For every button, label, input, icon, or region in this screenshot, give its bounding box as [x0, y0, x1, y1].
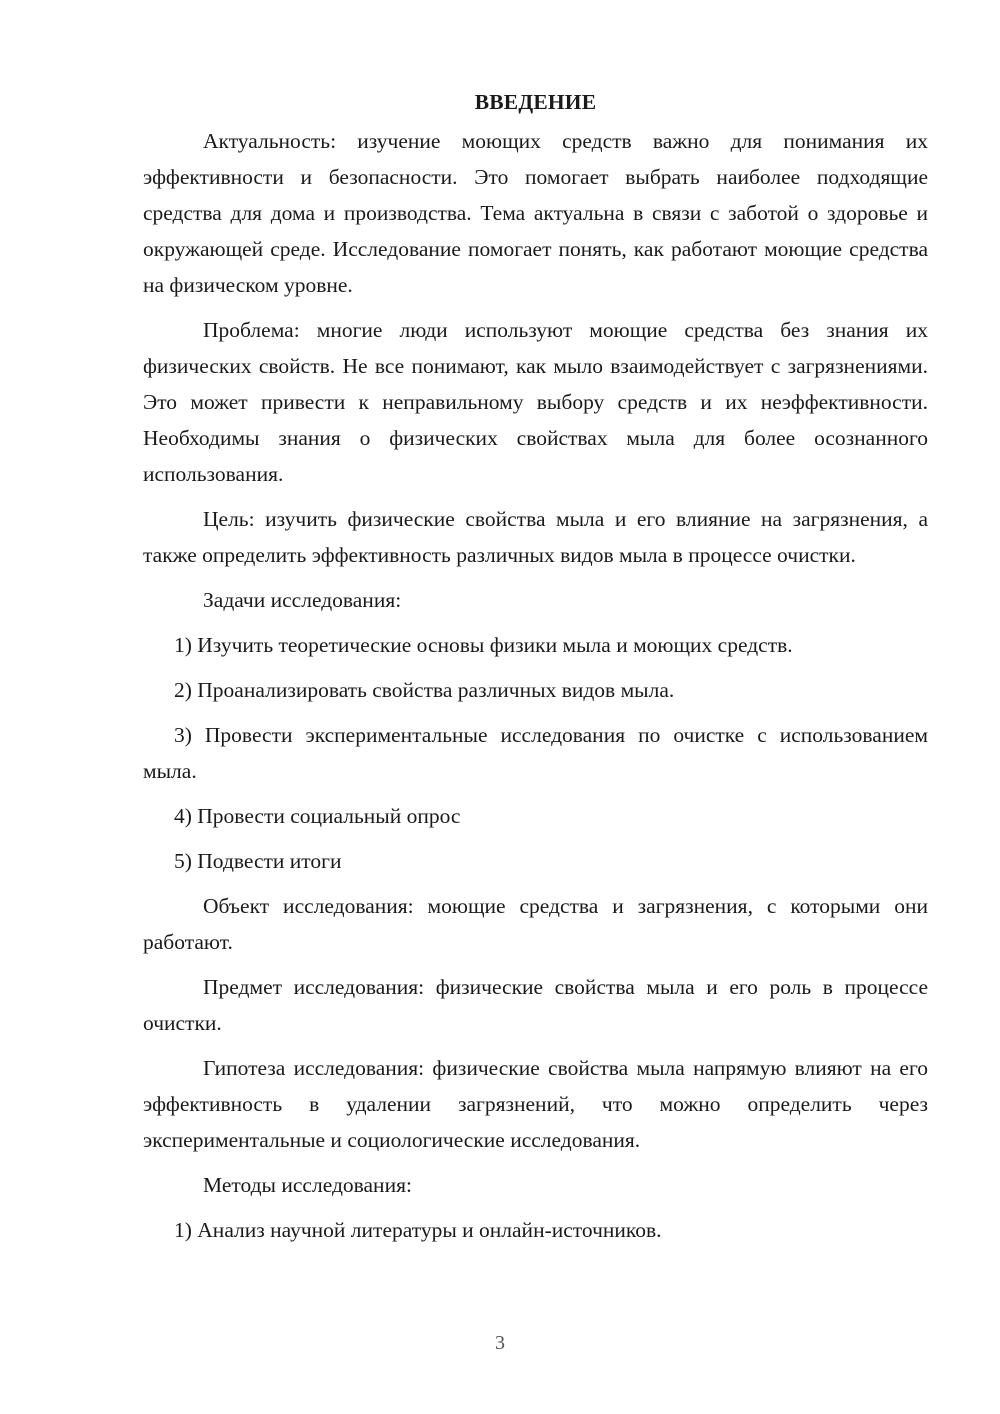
list-item-method-1: 1) Анализ научной литературы и онлайн-источников.	[174, 1218, 662, 1242]
paragraph-methods-heading: Методы исследования:	[203, 1173, 412, 1197]
paragraph-problem: Проблема: многие люди используют моющие средства без знания их физических свойств. Не все понимают, как мыло взаимодействует с загрязнениями. Это может привести к неправильному выбору средств и их неэффективности. Необходимы знания о физических свойствах мыла для более осознанного использования.	[143, 318, 928, 486]
paragraph-object: Объект исследования: моющие средства и загрязнения, с которыми они работают.	[143, 894, 928, 954]
paragraph-subject: Предмет исследования: физические свойства мыла и его роль в процессе очистки.	[143, 975, 928, 1035]
paragraph-tasks-heading: Задачи исследования:	[203, 588, 402, 612]
list-item-task-5: 5) Подвести итоги	[174, 849, 342, 873]
paragraph-goal: Цель: изучить физические свойства мыла и его влияние на загрязнения, а также определить эффективность различных видов мыла в процессе очистки.	[143, 507, 928, 567]
list-item-task-1: 1) Изучить теоретические основы физики мыла и моющих средств.	[174, 633, 793, 657]
page-title: ВВЕДЕНИЕ	[474, 90, 597, 114]
list-item-task-3: 3) Провести экспериментальные исследования по очистке с использованием мыла.	[143, 723, 928, 783]
paragraph-hypothesis: Гипотеза исследования: физические свойства мыла напрямую влияют на его эффективность в удалении загрязнений, что можно определить через экспериментальные и социологические исследования.	[143, 1056, 928, 1152]
list-item-task-4: 4) Провести социальный опрос	[174, 804, 461, 828]
page-content	[143, 90, 928, 1257]
paragraph-relevance: Актуальность: изучение моющих средств важно для понимания их эффективности и безопасности. Это помогает выбрать наиболее подходящие средства для дома и производства. Тема актуальна в связи с заботой о здоровье и окружающей среде. Исследование помогает понять, как работают моющие средства на физическом уровне.	[143, 129, 928, 297]
list-item-task-2: 2) Проанализировать свойства различных видов мыла.	[174, 678, 675, 702]
page-number: 3	[495, 1332, 505, 1354]
